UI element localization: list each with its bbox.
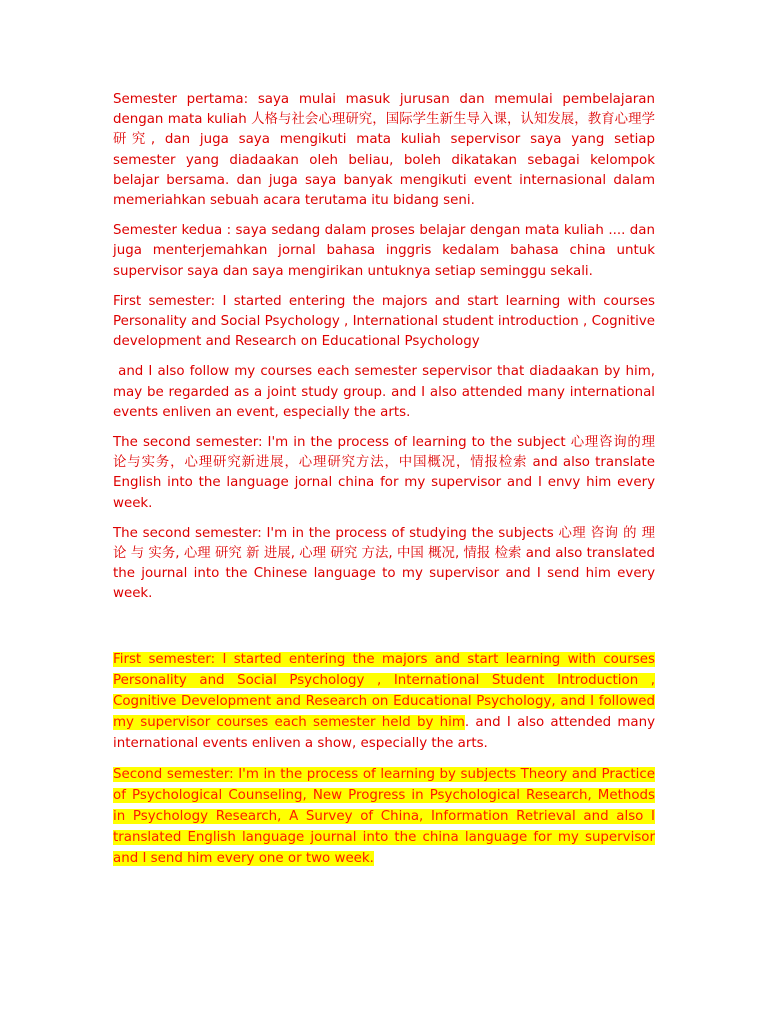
highlighted-text: First semester: I started entering the majors and start learning with courses Personality and Social Psychology , International Student Introduction , Cognitive Development and Research on Educational Psychology, and I followed my supervisor courses each semester held by him xyxy=(113,651,655,730)
highlighted-paragraph-second-semester xyxy=(113,764,655,869)
paragraph-second-semester-b: The second semester: I'm in the process of studying the subjects 心理 咨询 的 理论 与 实务, 心理 研究 新 进展, 心理 研究 方法, 中国 概况, 情报 检索 and also translated the journal into the Chinese language to my supervisor and I send him every week. xyxy=(113,525,655,602)
paragraph-first-semester-continued: and I also follow my courses each semester sepervisor that diadaakan by him, may be regarded as a joint study group. and I also attended many international events enliven an event, especially the arts. xyxy=(113,364,660,420)
document-body xyxy=(113,90,660,879)
highlighted-paragraph-first-semester xyxy=(113,649,655,754)
spacer xyxy=(113,615,655,649)
paragraph-semester-kedua: Semester kedua : saya sedang dalam proses belajar dengan mata kuliah .... dan juga menterjemahkan jornal bahasa inggris kedalam bahasa china untuk supervisor saya dan saya mengirikan untuknya setiap seminggu sekali. xyxy=(113,223,655,279)
unhighlighted-text: . and I also attended many international events enliven a show, especially the arts. xyxy=(113,714,655,751)
highlighted-text: Second semester: I'm in the process of learning by subjects Theory and Practice of Psychological Counseling, New Progress in Psychological Research, Methods in Psychology Research, A Survey of China, Information Retrieval and also I translated English language journal into the china language for my supervisor and I send him every one or two week. xyxy=(113,766,655,866)
paragraph-first-semester: First semester: I started entering the majors and start learning with courses Personality and Social Psychology , International student introduction , Cognitive development and Research on Educational Psychology xyxy=(113,293,655,350)
paragraph-second-semester-a: The second semester: I'm in the process of learning to the subject 心理咨询的理论与实务，心理研究新进展，心理研究方法，中国概况，情报检索 and also translate English into the language jornal china for my supervisor and I envy him every week. xyxy=(113,435,655,511)
paragraph-semester-pertama: Semester pertama: saya mulai masuk jurusan dan memulai pembelajaran dengan mata kuliah 人格与社会心理研究，国际学生新生导入课，认知发展，教育心理学研究, dan juga saya mengikuti mata kuliah sepervisor saya yang setiap semester yang diadaakan oleh beliau, boleh dikatakan sebagai kelompok belajar bersama. dan juga saya banyak mengikuti event internasional dalam memeriahkan sebuah acara terutama itu bidang seni. xyxy=(113,92,655,209)
